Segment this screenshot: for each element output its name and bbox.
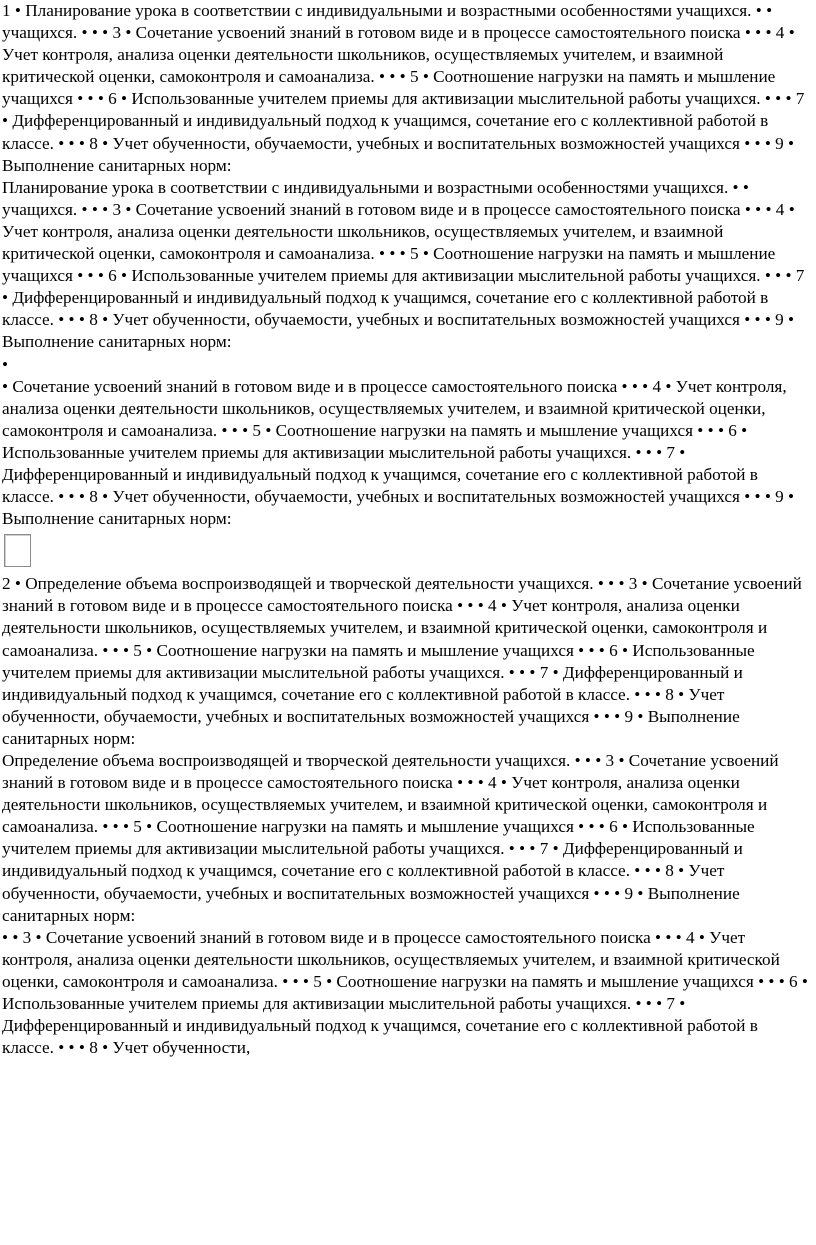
image-placeholder-box [4, 534, 31, 567]
paragraph-6: • Сочетание усвоений знаний в готовом виде и в процессе самостоятельного поиска • • • 4 • Учет контроля, анализа оценки деятельности школьников, осуществляемых учителем, и взаимной критической оценки, самоконтроля и самоанализа. • • • 5 • Соотношение нагрузки на память и мышление учащихся • • • 6 • Использованные учителем приемы для активизации мыслительной работы учащихся. • • • 7 • Дифференцированный и индивидуальный подход к учащимся, сочетание его с коллективной работой в классе. • • • 8 • Учет обученности, обучаемости, учебных и воспитательных возможностей учащихся • • • 9 • Выполнение санитарных норм: [2, 376, 795, 529]
paragraph-5: • [2, 354, 9, 374]
paragraph-7: 2 • Определение объема воспроизводящей и творческой деятельности учащихся. • • • 3 • Сочетание усвоений знаний в готовом виде и в процессе самостоятельного поиска • • • 4 • Учет контроля, анализа оценки деятельности школьников, осуществляемых учителем, и взаимной критической оценки, самоконтроля и самоанализа. • • • 5 • Соотношение нагрузки на память и мышление учащихся • • • 6 • Использованные учителем приемы для активизации мыслительной работы учащихся. • • • 7 • Дифференцированный и индивидуальный подход к учащимся, сочетание его с коллективной работой в классе. • • • 8 • Учет обученности, обучаемости, учебных и воспитательных возможностей учащихся • • • 9 • Выполнение санитарных норм: [2, 574, 802, 748]
paragraph-1: 1 • Планирование урока в соответствии с индивидуальными и возрастными особенностями учащихся. • • [2, 1, 773, 20]
paragraph-3: Планирование урока в соответствии с индивидуальными и возрастными особенностями учащихся. • • [2, 177, 749, 197]
paragraph-9: • • 3 • Сочетание усвоений знаний в готовом виде и в процессе самостоятельного поиска • • • 4 • Учет контроля, анализа оценки деятельности школьников, осуществляемых учителем, и взаимной критической оценки, самоконтроля и самоанализа. • • • 5 • Соотношение нагрузки на память и мышление учащихся • • • 6 • Использованные учителем приемы для активизации мыслительной работы учащихся. • • • 7 • Дифференцированный и индивидуальный подход к учащимся, сочетание его с коллективной работой в классе. • • • 8 • Учет обученности, [2, 927, 808, 1058]
paragraph-2: учащихся. • • • 3 • Сочетание усвоений знаний в готовом виде и в процессе самостоятельного поиска • • • 4 • Учет контроля, анализа оценки деятельности школьников, осуществляемых учителем, и взаимной критической оценки, самоконтроля и самоанализа. • • • 5 • Соотношение нагрузки на память и мышление учащихся • • • 6 • Использованные учителем приемы для активизации мыслительной работы учащихся. • • • 7 • Дифференцированный и индивидуальный подход к учащимся, сочетание его с коллективной работой в классе. • • • 8 • Учет обученности, обучаемости, учебных и воспитательных возможностей учащихся • • • 9 • Выполнение санитарных норм: [2, 23, 805, 175]
paragraph-8: Определение объема воспроизводящей и творческой деятельности учащихся. • • • 3 • Сочетание усвоений знаний в готовом виде и в процессе самостоятельного поиска • • • 4 • Учет контроля, анализа оценки деятельности школьников, осуществляемых учителем, и взаимной критической оценки, самоконтроля и самоанализа. • • • 5 • Соотношение нагрузки на память и мышление учащихся • • • 6 • Использованные учителем приемы для активизации мыслительной работы учащихся. • • • 7 • Дифференцированный и индивидуальный подход к учащимся, сочетание его с коллективной работой в классе. • • • 8 • Учет обученности, обучаемости, учебных и воспитательных возможностей учащихся • • • 9 • Выполнение санитарных норм: [2, 751, 779, 925]
paragraph-4: учащихся. • • • 3 • Сочетание усвоений знаний в готовом виде и в процессе самостоятельного поиска • • • 4 • Учет контроля, анализа оценки деятельности школьников, осуществляемых учителем, и взаимной критической оценки, самоконтроля и самоанализа. • • • 5 • Соотношение нагрузки на память и мышление учащихся • • • 6 • Использованные учителем приемы для активизации мыслительной работы учащихся. • • • 7 • Дифференцированный и индивидуальный подход к учащимся, сочетание его с коллективной работой в классе. • • • 8 • Учет обученности, обучаемости, учебных и воспитательных возможностей учащихся • • • 9 • Выполнение санитарных норм: [2, 199, 805, 352]
